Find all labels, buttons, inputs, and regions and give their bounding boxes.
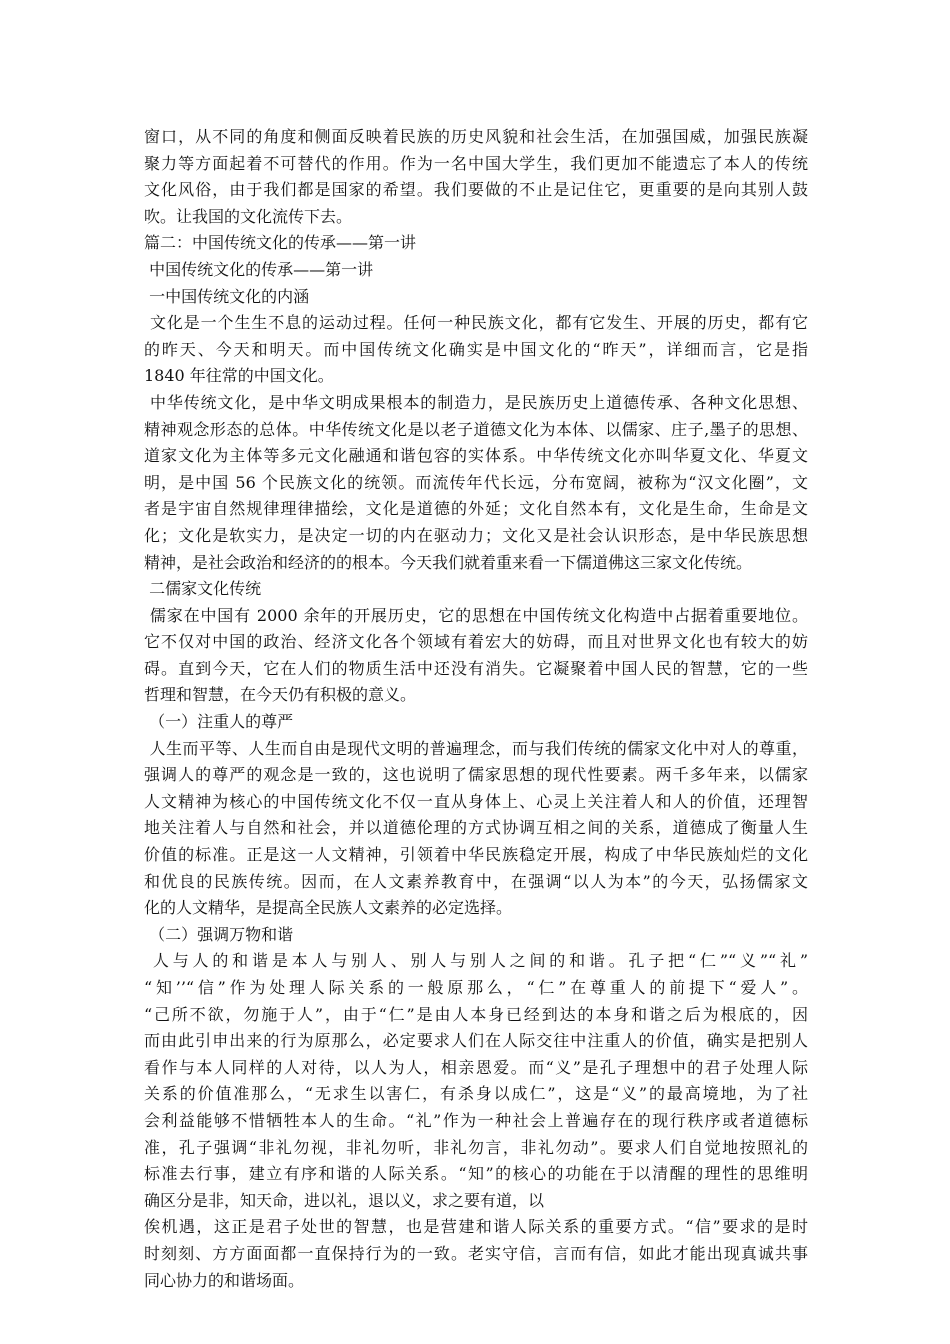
text-line: 人生而平等、人生而自由是现代文明的普遍理念，而与我们传统的儒家文化中对人的尊重， [144,738,808,758]
text-line: 文化风俗，由于我们都是国家的希望。我们要做的不止是记住它，更重要的是向其别人鼓 [144,180,808,200]
text-line: 而由此引申出来的行为原那么，必定要求人们在人际交往中注重人的价值，确实是把别人 [144,1031,808,1051]
text-line: 明，是中国 56 个民族文化的统领。而流传年代长远，分布宽阔，被称为“汉文化圈”，文 [144,472,808,492]
text-line: 文化是一个生生不息的运动过程。任何一种民族文化，都有它发生、开展的历史，都有它 [144,313,808,333]
text-line: 它不仅对中国的政治、经济文化各个领域有着宏大的妨碍，而且对世界文化也有较大的妨 [144,632,808,652]
text-line: 关系的价值准那么，“无求生以害仁，有杀身以成仁”，这是“义”的最高境地，为了社 [144,1084,808,1104]
text-line: 儒家在中国有 2000 余年的开展历史，它的思想在中国传统文化构造中占据着重要地位。 [144,605,808,625]
text-line: 碍。直到今天，它在人们的物质生活中还没有消失。它凝聚着中国人民的智慧，它的一些 [144,658,808,678]
text-line: 中华传统文化，是中华文明成果根本的制造力，是民族历史上道德传承、各种文化思想、 [144,392,808,412]
text-line: 篇二：中国传统文化的传承——第一讲 [144,233,417,253]
text-line: 同心协力的和谐场面。 [144,1270,305,1290]
text-line: 的昨天、今天和明天。而中国传统文化确实是中国文化的“昨天”，详细而言，它是指 [144,339,808,359]
text-line: 价值的标准。正是这一人文精神，引领着中华民族稳定开展，构成了中华民族灿烂的文化 [144,845,808,865]
text-line: 窗口，从不同的角度和侧面反映着民族的历史风貌和社会生活，在加强国威，加强民族凝 [144,127,808,146]
text-line: 中国传统文化的传承——第一讲 [144,259,374,279]
text-line: 看作与本人同样的人对待，以人为人，相亲恩爱。而“义”是孔子理想中的君子处理人际 [144,1057,808,1077]
text-line: “己所不欲，勿施于人”，由于“仁”是由人本身已经到达的本身和谐之后为根底的，因 [144,1004,808,1024]
text-line: 人文精神为核心的中国传统文化不仅一直从身体上、心灵上关注着人和人的价值，还理智 [144,791,808,811]
text-line: 二儒家文化传统 [144,579,262,599]
text-line: 道家文化为主体等多元文化融通和谐包容的实体系。中华传统文化亦叫华夏文化、华夏文 [144,446,808,466]
document-body [144,124,808,1294]
text-line: 强调人的尊严的观念是一致的，这也说明了儒家思想的现代性要素。两千多年来，以儒家 [144,765,808,785]
text-line: 和优良的民族传统。因而，在人文素养教育中，在强调“以人为本”的今天，弘扬儒家文 [144,871,808,891]
text-line: 精神，是社会政治和经济的的根本。今天我们就着重来看一下儒道佛这三家文化传统。 [144,552,753,572]
text-line: 1840 年往常的中国文化。 [144,366,334,386]
text-line: 吹。让我国的文化流传下去。 [144,206,353,226]
text-line: 准，孔子强调“非礼勿视，非礼勿听，非礼勿言，非礼勿动”。要求人们自觉地按照礼的 [144,1137,808,1157]
text-line: 者是宇宙自然规律理律描绘，文化是道德的外延；文化自然本有，文化是生命，生命是文 [144,499,808,519]
text-line: （二）强调万物和谐 [144,924,294,944]
text-line: 标准去行事，建立有序和谐的人际关系。“知”的核心的功能在于以清醒的理性的思维明 [144,1164,808,1184]
text-line: 人与人的和谐是本人与别人、别人与别人之间的和谐。孔子把“仁”“义”“礼” [144,951,808,971]
text-line: 化的人文精华，是提高全民族人文素养的必定选择。 [144,898,513,918]
text-line: 一中国传统文化的内涵 [144,286,310,306]
text-line: （一）注重人的尊严 [144,712,294,732]
text-line: 聚力等方面起着不可替代的作用。作为一名中国大学生，我们更加不能遗忘了本人的传统 [144,153,808,173]
text-line: 精神观念形态的总体。中华传统文化是以老子道德文化为本体、以儒家、庄子,墨子的思想、 [144,419,808,439]
text-line: “知’’“信”作为处理人际关系的一般原那么，“仁”在尊重人的前提下“爱人”。 [144,978,808,997]
text-line: 确区分是非，知天命，进以礼，退以义，求之要有道，以 [144,1190,545,1210]
text-line: 地关注着人与自然和社会，并以道德伦理的方式协调互相之间的关系，道德成了衡量人生 [144,818,808,838]
text-line: 会利益能够不惜牺牲本人的生命。“礼”作为一种社会上普遍存在的现行秩序或者道德标 [144,1110,808,1130]
text-line: 时刻刻、方方面面都一直保持行为的一致。老实守信，言而有信，如此才能出现真诚共事 [144,1243,808,1263]
text-line: 哲理和智慧，在今天仍有积极的意义。 [144,685,417,705]
text-line: 化；文化是软实力，是决定一切的内在驱动力；文化又是社会认识形态，是中华民族思想 [144,525,808,545]
text-line: 俟机遇，这正是君子处世的智慧，也是营建和谐人际关系的重要方式。“信”要求的是时 [144,1217,808,1237]
